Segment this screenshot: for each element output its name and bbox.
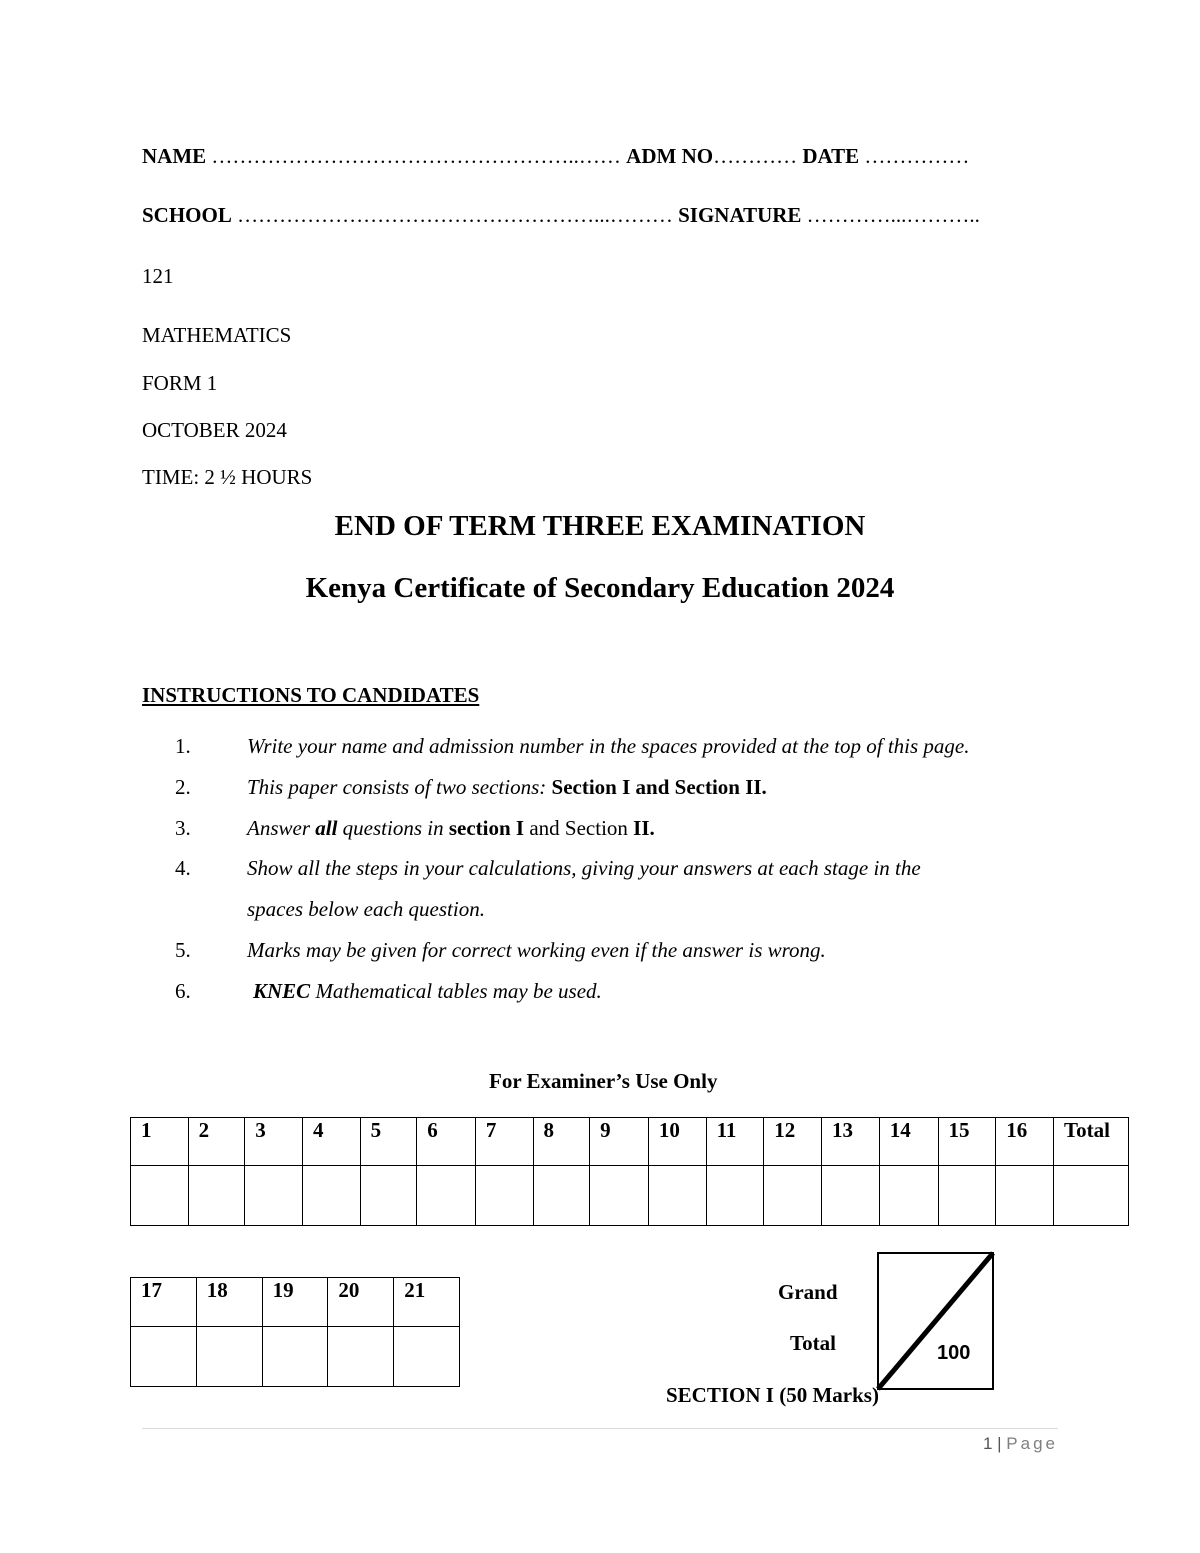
date-blank[interactable]: …………… <box>864 144 970 168</box>
instruction-text-continued: spaces below each question. <box>247 897 485 921</box>
score-cell[interactable] <box>879 1166 938 1226</box>
school-blank[interactable]: ……………………………………………...……… <box>237 203 673 227</box>
footer-divider <box>142 1428 1058 1429</box>
question-header: 18 <box>196 1278 262 1327</box>
score-table-questions-1-16 <box>130 1117 1129 1226</box>
question-header: 3 <box>245 1118 303 1166</box>
score-cell[interactable] <box>394 1327 460 1387</box>
question-header: 19 <box>262 1278 328 1327</box>
school-label: SCHOOL <box>142 203 232 227</box>
score-cell[interactable] <box>938 1166 996 1226</box>
instruction-number: 3. <box>175 816 191 840</box>
score-cell[interactable] <box>262 1327 328 1387</box>
page-separator: | <box>997 1434 1002 1453</box>
question-header: 2 <box>188 1118 245 1166</box>
page-footer <box>983 1434 1058 1454</box>
score-cell[interactable] <box>706 1166 764 1226</box>
score-table-questions-17-21 <box>130 1277 460 1387</box>
score-cell[interactable] <box>764 1166 822 1226</box>
score-cell[interactable] <box>822 1166 880 1226</box>
question-header: 21 <box>394 1278 460 1327</box>
score-cell[interactable] <box>996 1166 1054 1226</box>
instruction-number: 5. <box>175 938 191 962</box>
question-header: 20 <box>328 1278 394 1327</box>
total-label: Total <box>790 1331 836 1355</box>
adm-label: ADM NO <box>626 144 714 168</box>
question-header: 17 <box>131 1278 197 1327</box>
adm-blank[interactable]: ………… <box>713 144 798 168</box>
instruction-item <box>0 938 1200 968</box>
instruction-item <box>0 816 1200 846</box>
score-entry-row <box>131 1166 1129 1226</box>
question-header: 5 <box>360 1118 417 1166</box>
question-header: 8 <box>533 1118 590 1166</box>
question-header: 9 <box>590 1118 649 1166</box>
form: FORM 1 <box>142 371 218 395</box>
page-number: 1 <box>982 1434 993 1453</box>
instruction-number: 1. <box>175 734 191 758</box>
question-header: 6 <box>417 1118 476 1166</box>
score-cell[interactable] <box>360 1166 417 1226</box>
max-score: 100 <box>937 1342 971 1364</box>
instruction-text: This paper consists of two sections: Section I and Section II. <box>247 775 767 799</box>
question-header: 15 <box>938 1118 996 1166</box>
instruction-text: Write your name and admission number in the spaces provided at the top of this page. <box>247 734 970 758</box>
instruction-text: Marks may be given for correct working even if the answer is wrong. <box>247 938 826 962</box>
instruction-number: 2. <box>175 775 191 799</box>
question-header: 10 <box>648 1118 706 1166</box>
score-cell[interactable] <box>533 1166 590 1226</box>
instruction-item <box>0 734 1200 764</box>
instructions-heading: INSTRUCTIONS TO CANDIDATES <box>142 683 480 707</box>
diagonal-slash-icon <box>877 1252 994 1390</box>
question-header: 7 <box>475 1118 533 1166</box>
grand-label: Grand <box>778 1280 838 1304</box>
examiner-caption: For Examiner’s Use Only <box>489 1069 718 1093</box>
instruction-number: 6. <box>175 979 191 1003</box>
score-entry-row <box>131 1327 460 1387</box>
instruction-text: Show all the steps in your calculations, giving your answers at each stage in the <box>247 856 921 880</box>
instruction-text: Answer all questions in section I and Section II. <box>247 816 655 840</box>
name-blank[interactable]: ……………………………………………..…… <box>211 144 621 168</box>
exam-date: OCTOBER 2024 <box>142 418 287 442</box>
score-cell[interactable] <box>590 1166 649 1226</box>
kcse-title: Kenya Certificate of Secondary Education 2024 <box>305 572 895 604</box>
question-header: 1 <box>131 1118 189 1166</box>
section-label: SECTION I (50 Marks) <box>666 1383 879 1407</box>
subject: MATHEMATICS <box>142 323 292 347</box>
page-label: Page <box>1006 1434 1058 1453</box>
question-header: 12 <box>764 1118 822 1166</box>
score-cell[interactable] <box>196 1327 262 1387</box>
instruction-item <box>0 979 1200 1009</box>
question-header: 14 <box>879 1118 938 1166</box>
total-cell[interactable] <box>1054 1166 1129 1226</box>
name-label: NAME <box>142 144 207 168</box>
total-header: Total <box>1054 1118 1129 1166</box>
instruction-item <box>0 856 1200 926</box>
signature-label: SIGNATURE <box>678 203 802 227</box>
score-header-row <box>131 1118 1129 1166</box>
score-cell[interactable] <box>302 1166 360 1226</box>
score-cell[interactable] <box>475 1166 533 1226</box>
paper-code: 121 <box>142 264 174 288</box>
question-header: 4 <box>302 1118 360 1166</box>
question-header: 11 <box>706 1118 764 1166</box>
score-cell[interactable] <box>131 1166 189 1226</box>
school-line <box>142 203 980 228</box>
question-header: 13 <box>822 1118 880 1166</box>
score-cell[interactable] <box>648 1166 706 1226</box>
name-line <box>142 144 969 169</box>
signature-blank[interactable]: …………...……….. <box>806 203 980 227</box>
score-cell[interactable] <box>245 1166 303 1226</box>
grand-total-box[interactable] <box>877 1252 994 1390</box>
score-cell[interactable] <box>328 1327 394 1387</box>
date-label: DATE <box>802 144 860 168</box>
instruction-item <box>0 775 1200 805</box>
score-cell[interactable] <box>417 1166 476 1226</box>
score-cell[interactable] <box>131 1327 197 1387</box>
score-header-row <box>131 1278 460 1327</box>
score-cell[interactable] <box>188 1166 245 1226</box>
exam-title: END OF TERM THREE EXAMINATION <box>334 510 866 542</box>
question-header: 16 <box>996 1118 1054 1166</box>
instruction-text: KNEC Mathematical tables may be used. <box>253 979 602 1003</box>
time-allowed: TIME: 2 ½ HOURS <box>142 465 313 489</box>
instruction-number: 4. <box>175 856 191 880</box>
